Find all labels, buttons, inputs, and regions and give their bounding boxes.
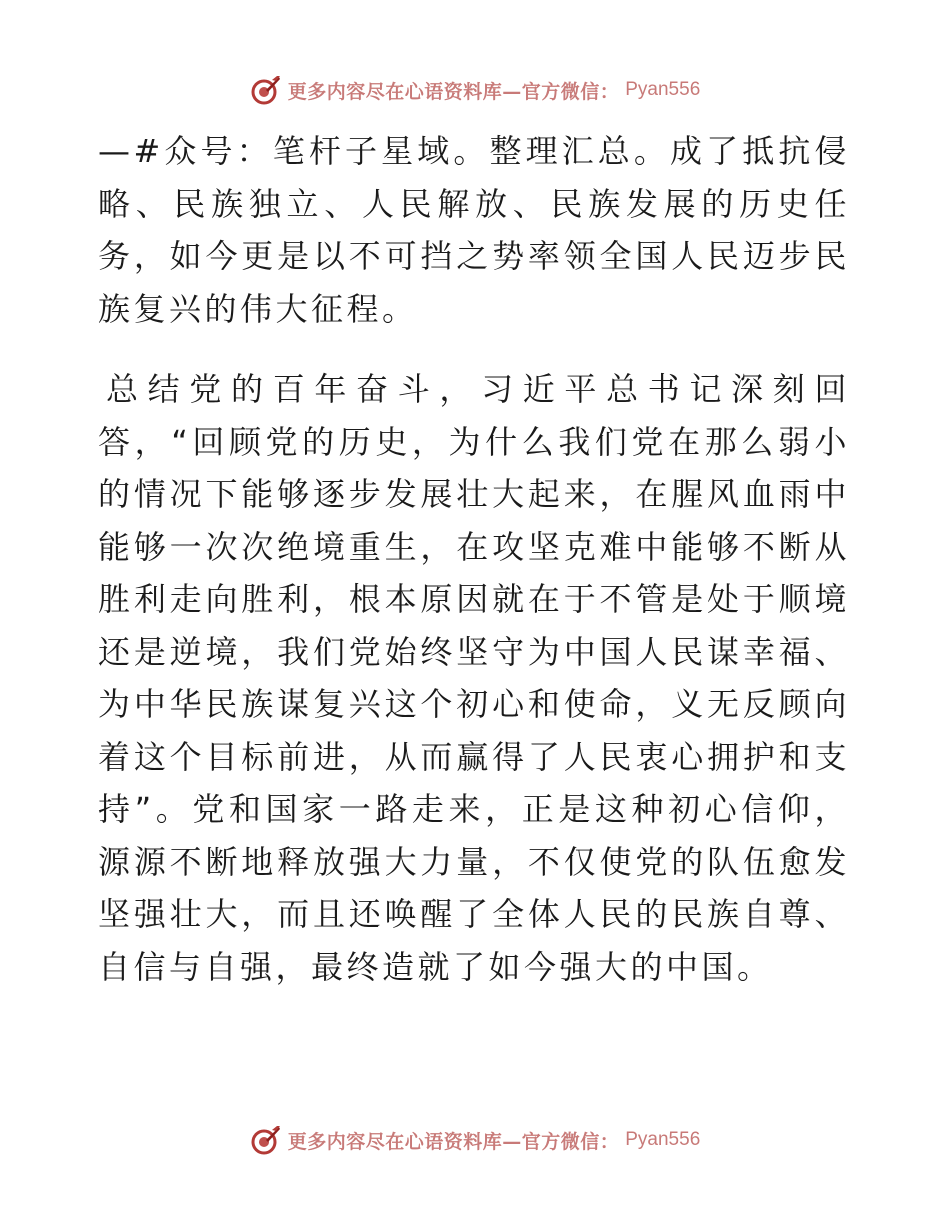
header-banner <box>0 70 950 110</box>
banner-wechat-id: Pyan556 <box>625 1129 701 1150</box>
document-body <box>98 125 850 993</box>
quill-seal-icon <box>250 1124 282 1156</box>
paragraph-2: 总结党的百年奋斗，习近平总书记深刻回答，“回顾党的历史，为什么我们党在那么弱小的情况下能够逐步发展壮大起来，在腥风血雨中能够一次次绝境重生，在攻坚克难中能够不断从胜利走向胜利，根本原因就在于不管是处于顺境还是逆境，我们党始终坚守为中国人民谋幸福、为中华民族谋复兴这个初心和使命，义无反顾向着这个目标前进，从而赢得了人民衷心拥护和支持”。党和国家一路走来，正是这种初心信仰，源源不断地释放强大力量，不仅使党的队伍愈发坚强壮大，而且还唤醒了全体人民的民族自尊、自信与自强，最终造就了如今强大的中国。 <box>98 370 850 986</box>
quill-seal-icon <box>250 74 282 106</box>
banner-text: 更多内容尽在心语资料库—官方微信： <box>287 80 620 103</box>
banner-wechat-id: Pyan556 <box>625 79 701 100</box>
banner-text: 更多内容尽在心语资料库—官方微信： <box>287 1130 620 1153</box>
footer-banner <box>0 1120 950 1160</box>
paragraph-1: —#众号：笔杆子星域。整理汇总。成了抵抗侵略、民族独立、人民解放、民族发展的历史任务，如今更是以不可挡之势率领全国人民迈步民族复兴的伟大征程。 <box>98 132 850 328</box>
